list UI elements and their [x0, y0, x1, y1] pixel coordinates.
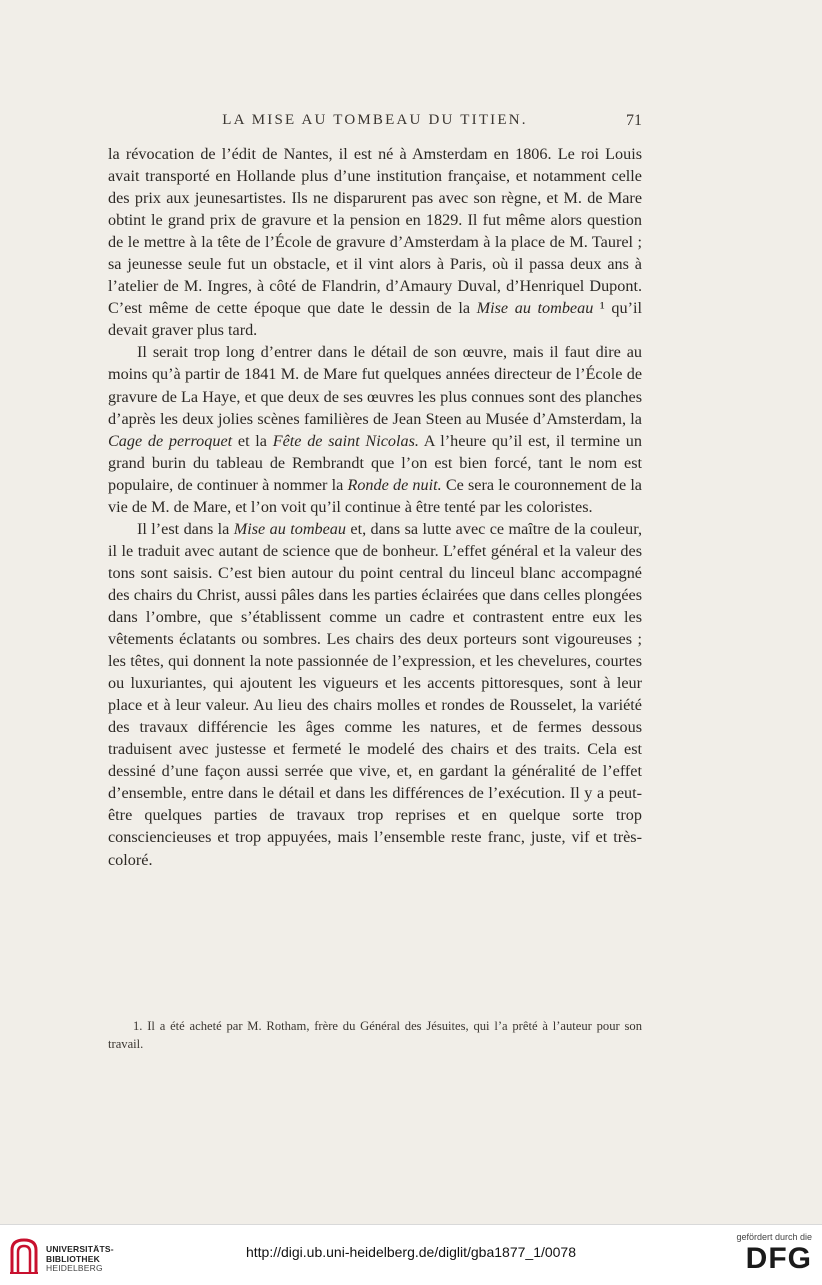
footnote-reference: ¹: [593, 299, 605, 318]
paragraph-3-text-a: Il l’est dans la: [137, 519, 234, 538]
page-number: 71: [626, 112, 642, 129]
paragraph-2-text-d: Ce sera le couronnement de la vie de M. de Mare, et l’on voit qu’il continue à être tenté par les coloristes.: [108, 475, 642, 516]
paragraph-1-title: Mise au tombeau: [476, 299, 594, 318]
permalink-url[interactable]: http://digi.ub.uni-heidelberg.de/diglit/gba1877_1/0078: [245, 1244, 577, 1260]
funding-caption: gefördert durch die: [736, 1232, 812, 1242]
paragraph-2: [108, 341, 642, 517]
paragraph-1: [108, 143, 642, 341]
library-name-line-2: BIBLIOTHEK: [46, 1253, 100, 1264]
paragraph-2-title-1: Cage de perroquet: [108, 431, 233, 450]
paragraph-2-title-3: Ronde de nuit.: [347, 475, 442, 494]
digitization-footer: [0, 1224, 822, 1285]
footnote: [108, 1017, 642, 1053]
library-name-line-3: HEIDELBERG: [46, 1263, 103, 1273]
running-title: LA MISE AU TOMBEAU DU TITIEN.: [222, 112, 528, 128]
paragraph-2-text-c: A l’heure qu’il est, il termine un grand burin du tableau de Rembrandt que l’on est bien forcé, tant le nom est populaire, de continuer à nommer la: [108, 431, 642, 494]
paragraph-3-title: Mise au tombeau: [233, 519, 346, 538]
paragraph-2-text-b: et la: [232, 431, 273, 450]
paragraph-3: [108, 518, 642, 871]
body-text: [108, 143, 642, 871]
paragraph-1-end: qu’il devait graver plus tard.: [108, 299, 642, 340]
paragraph-2-title-2: Fête de saint Nicolas.: [272, 431, 419, 450]
paragraph-1-text: la révocation de l’édit de Nantes, il est né à Amsterdam en 1806. Le roi Louis avait transporté en Hollande plus d’une institution française, et notamment celle des prix aux jeunesartistes. Ils ne disparurent pas avec son règne, et M. de Mare obtint le grand prix de gravure et la pension en 1829. Il fut même alors question de le mettre à la tête de l’École de gravure d’Amsterdam à la place de M. Taurel ; sa jeunesse seule fut un obstacle, et il vint alors à Paris, où il passa deux ans à l’atelier de M. Ingres, à côté de Flandrin, d’Amaury Duval, d’Henriquel Dupont. C’est même de cette époque que date le dessin de la: [108, 145, 642, 318]
library-name-line-1: UNIVERSITÄTS-: [46, 1244, 114, 1254]
footnote-text: 1. Il a été acheté par M. Rotham, frère du Général des Jésuites, qui l’a prêté à l’auteur pour son travail.: [108, 1019, 642, 1051]
running-head: [108, 112, 642, 136]
paragraph-2-text-a: Il serait trop long d’entrer dans le détail de son œuvre, mais il faut dire au moins qu’à partir de 1841 M. de Mare fut quelques années directeur de l’École de gravure de La Haye, et que deux de ses œuvres les plus connues sont des planches d’après les deux jolies scènes familières de Jean Steen au Musée d’Amsterdam, la: [108, 343, 642, 428]
dfg-logo-text: DFG: [745, 1242, 812, 1275]
paragraph-3-text-b: et, dans sa lutte avec ce maître de la couleur, il le traduit avec autant de science que de bonheur. L’effet général et la valeur des tons sont saisis. C’est bien autour du point central du linceul blanc accompagné des chairs du Christ, aussi pâles dans les parties éclairées que dans celles plongées dans l’ombre, que s’établissent comme un cadre et contrastent entre eux les vêtements éclatants ou sombres. Les chairs des deux porteurs sont vigoureuses ; les têtes, qui donnent la note passionnée de l’expression, et les chevelures, courtes ou luxuriantes, qui ajoutent les vigueurs et les accents pittoresques, sont à leur place et à leur valeur. Au lieu des chairs molles et rondes de Rousselet, la variété des travaux différencie les âges comme les natures, et de fermes dessous traduisent avec justesse et fermeté le modelé des chairs et des traits. Cela est dessiné d’une façon aussi serrée que vive, et, en gardant la généralité de l’effet d’ensemble, entre dans le détail et dans les différences de l’exécution. Il y a peut-être quelques parties de travaux trop reprises et en quelque sorte trop consciencieuses et trop appuyées, mais l’ensemble reste franc, juste, vif et très-coloré.: [108, 519, 642, 869]
dfg-funding-logo[interactable]: [722, 1231, 812, 1281]
